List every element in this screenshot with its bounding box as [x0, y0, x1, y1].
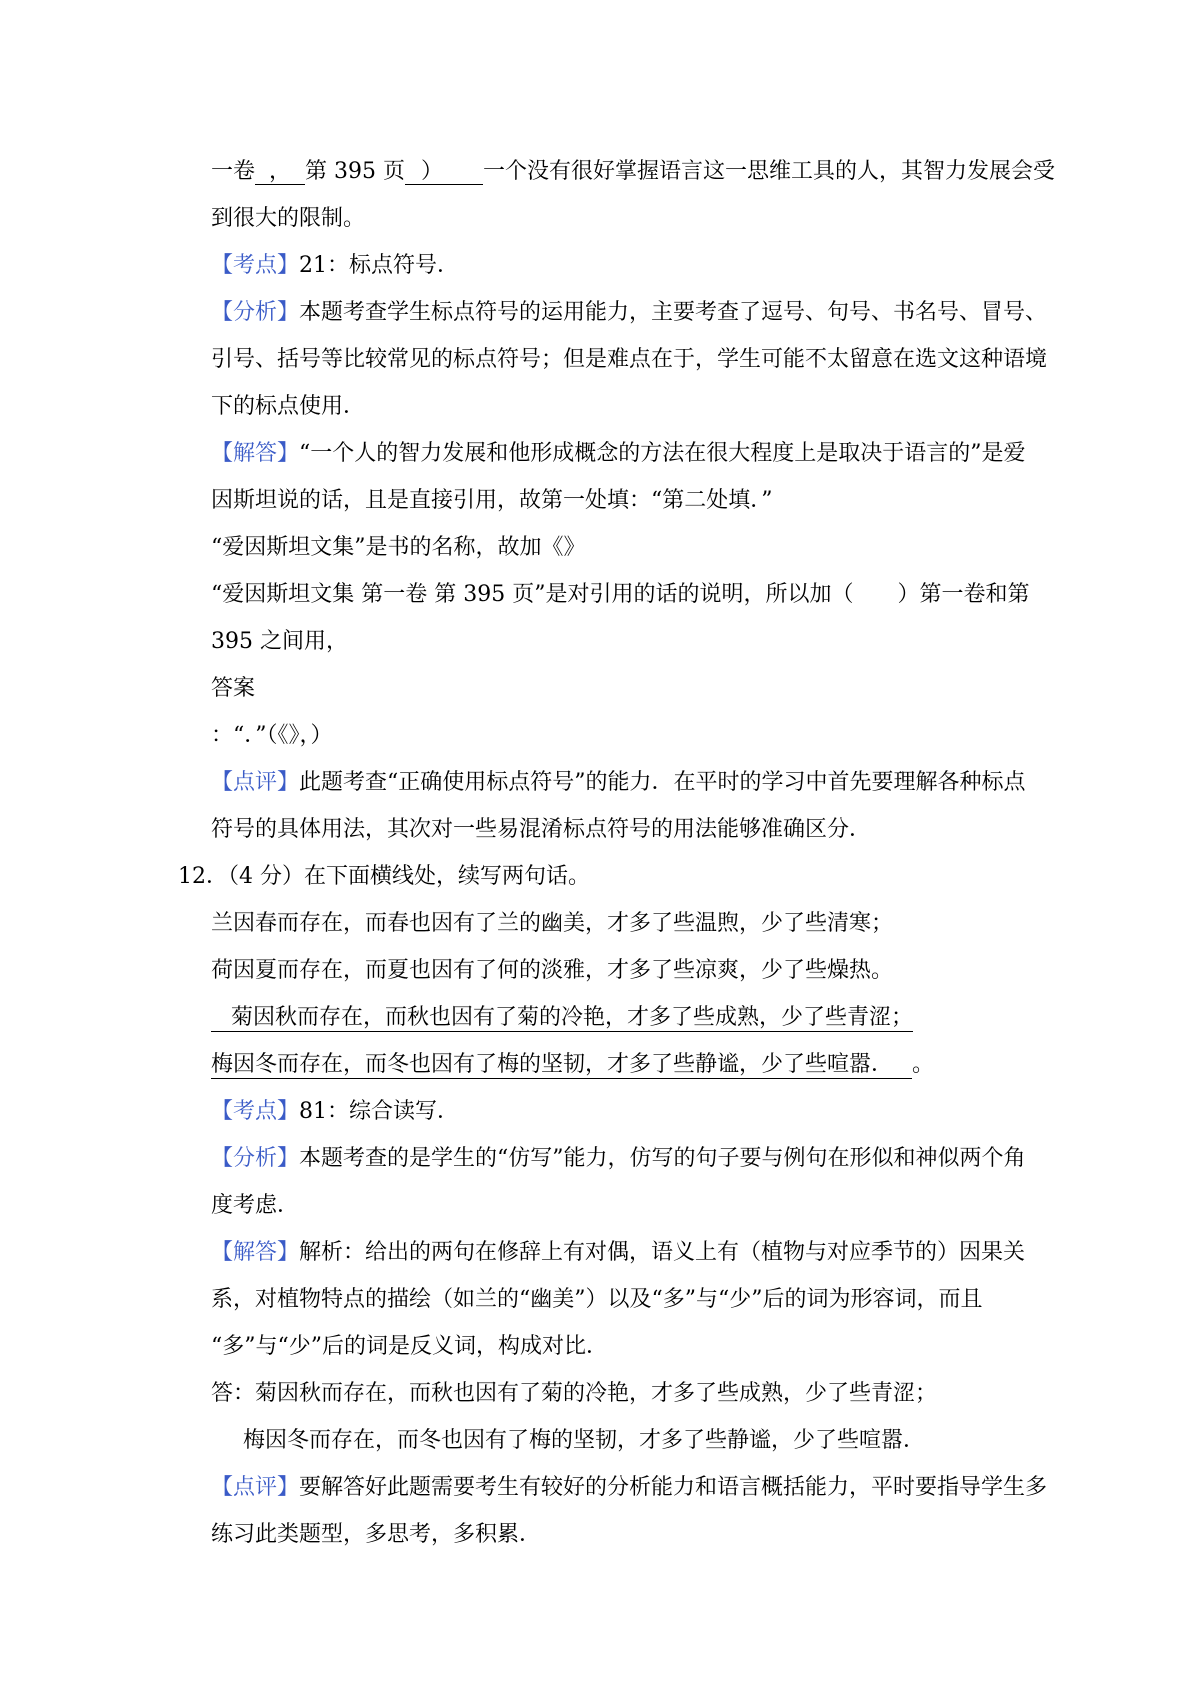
jieda-text-line: 395 之间用，	[211, 629, 348, 654]
fenxi-text: 本题考查的是学生的“仿写”能力，仿写的句子要与例句在形似和神似两个角	[299, 1146, 1026, 1171]
dianping-label: 【点评】	[211, 1475, 300, 1500]
fenxi-label: 【分析】	[211, 1146, 300, 1171]
q12-example-line: 荷因夏而存在，而夏也因有了何的淡雅，才多了些凉爽，少了些燥热。	[211, 958, 894, 983]
dianping-text-line: 符号的具体用法，其次对一些易混淆标点符号的用法能够准确区分．	[211, 817, 872, 842]
jieda-answer-line: 梅因冬而存在，而冬也因有了梅的坚韧，才多了些静谧，少了些喧嚣．	[243, 1428, 926, 1453]
q11-blank-1: ，	[255, 159, 305, 185]
q11-line1-prefix: 一卷	[211, 159, 256, 184]
dianping-text: 要解答好此题需要考生有较好的分析能力和语言概括能力，平时要指导学生多	[299, 1475, 1048, 1500]
question-stem-text: （4 分）在下面横线处，续写两句话。	[228, 864, 590, 889]
kaodian-label: 【考点】	[211, 253, 300, 278]
q11-jieda	[0, 430, 1200, 477]
q11-line1-suffix: 一个没有很好掌握语言这一思维工具的人，其智力发展会受	[483, 159, 1056, 184]
q11-text-line	[0, 148, 1200, 195]
q12-stem	[0, 853, 1200, 900]
kaodian-label: 【考点】	[211, 1099, 300, 1124]
jieda-text-line: 系，对植物特点的描绘（如兰的“幽美”）以及“多”与“少”后的词为形容词，而且	[211, 1287, 983, 1312]
q12-kaodian	[0, 1088, 1200, 1135]
fenxi-text: 本题考查学生标点符号的运用能力，主要考查了逗号、句号、书名号、冒号、	[299, 300, 1048, 325]
document-page	[0, 148, 1200, 1558]
jieda-text-line: 因斯坦说的话，且是直接引用，故第一处填：“第二处填．”	[211, 488, 773, 513]
kaodian-text: 21：标点符号．	[299, 253, 460, 278]
jieda-text-line: “爱因斯坦文集”是书的名称，故加《》	[211, 535, 586, 560]
q11-kaodian	[0, 242, 1200, 289]
jieda-answer-text: ：“．”（《》，）	[211, 723, 333, 748]
fenxi-text-line: 引号、括号等比较常见的标点符号；但是难点在于，学生可能不太留意在选文这种语境	[211, 347, 1048, 372]
fenxi-label: 【分析】	[211, 300, 300, 325]
q12-jieda	[0, 1229, 1200, 1276]
q12-fenxi	[0, 1135, 1200, 1182]
jieda-answer-heading: 答案	[211, 676, 256, 701]
fenxi-text-line: 下的标点使用．	[211, 394, 366, 419]
q12-dianping	[0, 1464, 1200, 1511]
dianping-text-line: 练习此类题型，多思考，多积累．	[211, 1522, 542, 1547]
kaodian-text: 81：综合读写．	[299, 1099, 460, 1124]
q12-answer-line	[0, 1041, 1200, 1088]
q11-fenxi	[0, 289, 1200, 336]
q11-text-line: 到很大的限制。	[211, 206, 366, 231]
fenxi-text-line: 度考虑．	[211, 1193, 300, 1218]
question-number: 12．	[178, 864, 228, 889]
jieda-label: 【解答】	[211, 1240, 300, 1265]
q11-dianping	[0, 759, 1200, 806]
jieda-text-line: “多”与“少”后的词是反义词，构成对比．	[211, 1334, 608, 1359]
q11-blank-2: ）	[405, 159, 483, 185]
underlined-answer: 菊因秋而存在，而秋也因有了菊的冷艳，才多了些成熟，少了些青涩；	[211, 1005, 913, 1032]
q12-example-line: 兰因春而存在，而春也因有了兰的幽美，才多了些温煦，少了些清寒；	[211, 911, 894, 936]
dianping-text: 此题考查“正确使用标点符号”的能力．在平时的学习中首先要理解各种标点	[299, 770, 1026, 795]
jieda-label: 【解答】	[211, 441, 300, 466]
jieda-text-line: “爱因斯坦文集 第一卷 第 395 页”是对引用的话的说明，所以加（ ）第一卷和第	[211, 582, 1030, 607]
q12-answer-line	[0, 994, 1200, 1041]
jieda-answer-line: 答：菊因秋而存在，而秋也因有了菊的冷艳，才多了些成熟，少了些青涩；	[211, 1381, 938, 1406]
underlined-answer: 梅因冬而存在，而冬也因有了梅的坚韧，才多了些静谧，少了些喧嚣．	[211, 1052, 912, 1079]
q11-line1-mid: 第 395 页	[305, 159, 406, 184]
jieda-text: 解析：给出的两句在修辞上有对偶，语义上有（植物与对应季节的）因果关	[299, 1240, 1026, 1265]
jieda-text: “一个人的智力发展和他形成概念的方法在很大程度上是取决于语言的”是爱	[299, 441, 1026, 466]
answer-end-mark: 。	[912, 1052, 935, 1077]
dianping-label: 【点评】	[211, 770, 300, 795]
